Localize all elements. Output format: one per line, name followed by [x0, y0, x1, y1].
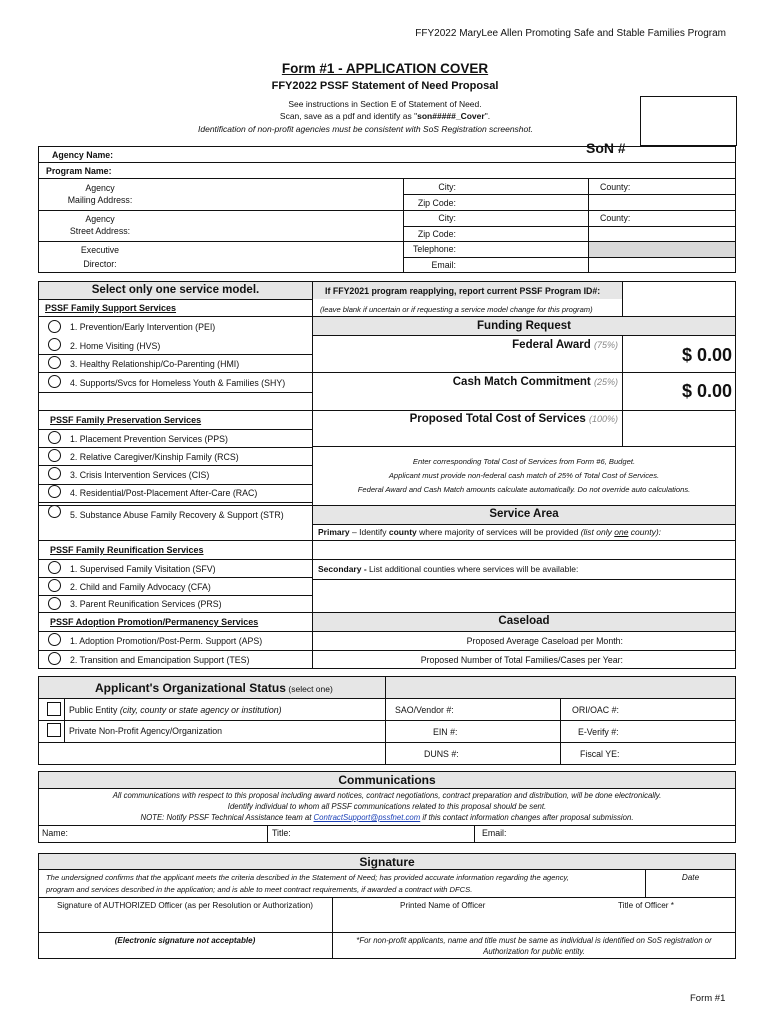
secondary-counties-field[interactable]: [314, 580, 734, 611]
printed-name-label: Printed Name of Officer: [400, 901, 486, 910]
printed-name-field[interactable]: [335, 912, 535, 931]
checkbox-public-entity[interactable]: [47, 702, 61, 716]
signature-heading: Signature: [359, 855, 415, 869]
service-prs-label: 3. Parent Reunification Services (PRS): [70, 599, 222, 609]
service-rcs-label: 2. Relative Caregiver/Kinship Family (RCS): [70, 452, 239, 462]
authorized-signature-field[interactable]: [40, 912, 330, 931]
fiscal-ye-label: Fiscal YE:: [580, 749, 620, 759]
radio-cfa[interactable]: [48, 579, 61, 592]
service-cfa-label: 2. Child and Family Advocacy (CFA): [70, 582, 211, 592]
service-rac-label: 4. Residential/Post-Placement After-Care (RAC): [70, 488, 258, 498]
adoption-heading: PSSF Adoption Promotion/Permanency Services: [50, 617, 259, 627]
avg-caseload-label: Proposed Average Caseload per Month:: [466, 636, 623, 646]
signature-text-1: The undersigned confirms that the applicant meets the criteria described in the Statement of Need; has provided accurate information regarding the agency,: [46, 873, 569, 882]
funding-note-1: Enter corresponding Total Cost of Services from Form #6, Budget.: [412, 457, 636, 466]
total-cost-field[interactable]: [624, 412, 734, 444]
executive-director-label: Executive Director:: [80, 245, 120, 269]
primary-county-label: Primary – Identify county where majority of services will be provided (list only one county):: [318, 527, 662, 537]
reunification-heading: PSSF Family Reunification Services: [50, 545, 204, 555]
org-status-heading: Applicant's Organizational Status (select one): [95, 681, 333, 695]
program-header: FFY2022 MaryLee Allen Promoting Safe and Stable Families Program: [415, 28, 726, 39]
service-pei-label: 1. Prevention/Early Intervention (PEI): [70, 322, 216, 332]
form-title: Form #1 - APPLICATION COVER: [281, 61, 489, 76]
officer-title-field[interactable]: [540, 912, 734, 931]
radio-str[interactable]: [48, 505, 61, 518]
service-str-label: 5. Substance Abuse Family Recovery & Support (STR): [70, 510, 284, 520]
ein-label: EIN #:: [433, 727, 458, 737]
service-hmi-label: 3. Healthy Relationship/Co-Parenting (HMI): [70, 359, 240, 369]
avg-caseload-field[interactable]: [626, 633, 734, 649]
checkbox-private-nonprofit[interactable]: [47, 723, 61, 737]
son-input[interactable]: [640, 96, 737, 146]
signature-text-2: program and services described in the application; and is able to meet contract requirements, if awarded a contract with DFCS.: [46, 885, 473, 894]
form-subtitle: FFY2022 PSSF Statement of Need Proposal: [271, 80, 499, 92]
cash-match-value: $ 0.00: [681, 381, 732, 401]
radio-cis[interactable]: [48, 467, 61, 480]
support-services-heading: PSSF Family Support Services: [45, 303, 177, 313]
ori-oac-label: ORI/OAC #:: [572, 705, 619, 715]
funding-note-2: Applicant must provide non-federal cash match of 25% of Total Cost of Services.: [388, 471, 660, 480]
private-nonprofit-label: Private Non-Profit Agency/Organization: [69, 726, 223, 736]
service-hvs-label: 2. Home Visiting (HVS): [70, 341, 161, 351]
county-label: County:: [600, 182, 631, 192]
contact-name-field[interactable]: [72, 826, 265, 842]
service-shy-label: 4. Supports/Svcs for Homeless Youth & Families (SHY): [70, 378, 286, 388]
email-label: Email:: [431, 260, 456, 270]
communications-line-2: Identify individual to whom all PSSF communications related to this proposal should be sent.: [227, 802, 547, 811]
radio-prs[interactable]: [48, 597, 61, 610]
mailing-address-label: Agency Mailing Address:: [67, 183, 133, 205]
select-service-heading: Select only one service model.: [91, 284, 260, 296]
duns-label: DUNS #:: [424, 749, 459, 759]
reapply-note: (leave blank if uncertain or if requesting a service model change for this program): [320, 305, 593, 314]
service-area-heading: Service Area: [489, 508, 559, 520]
contract-support-link[interactable]: ContractSupport@pssfnet.com: [313, 813, 421, 822]
mailing-address-field[interactable]: [165, 180, 400, 208]
public-entity-label: Public Entity (city, county or state agency or institution): [69, 705, 282, 715]
officer-title-label: Title of Officer *: [618, 901, 674, 910]
radio-rcs[interactable]: [48, 449, 61, 462]
program-name-label: Program Name:: [46, 166, 112, 176]
radio-aps[interactable]: [48, 633, 61, 646]
signature-footnote-1: *For non-profit applicants, name and title must be same as individual is identified on SoS registration or: [356, 936, 712, 945]
program-name-field[interactable]: [130, 164, 730, 177]
primary-county-field[interactable]: [314, 541, 734, 558]
telephone-label: Telephone:: [412, 244, 456, 254]
instruction-1: See instructions in Section E of Statement of Need.: [288, 99, 482, 109]
authorized-signature-label: Signature of AUTHORIZED Officer (as per Resolution or Authorization): [56, 901, 314, 910]
communications-heading: Communications: [338, 773, 436, 787]
program-id-field[interactable]: [624, 283, 734, 314]
service-aps-label: 1. Adoption Promotion/Post-Perm. Support (APS): [70, 636, 263, 646]
radio-sfv[interactable]: [48, 561, 61, 574]
cash-match-label: Cash Match Commitment (25%): [452, 376, 618, 388]
zip-label: Zip Code:: [417, 198, 456, 208]
preservation-heading: PSSF Family Preservation Services: [50, 415, 202, 425]
city-label: City:: [438, 182, 456, 192]
zip-label-2: Zip Code:: [417, 229, 456, 239]
radio-hmi[interactable]: [48, 356, 61, 369]
communications-line-3: NOTE: Notify PSSF Technical Assistance team at ContractSupport@pssfnet.com if this contact information changes after proposal submission.: [140, 813, 634, 822]
federal-award-label: Federal Award (75%): [512, 339, 618, 351]
signature-footnote-2: Authorization for public entity.: [483, 947, 585, 956]
radio-rac[interactable]: [48, 485, 61, 498]
federal-award-value: $ 0.00: [681, 345, 732, 365]
contact-email-field[interactable]: [512, 826, 734, 842]
date-field[interactable]: [647, 882, 734, 896]
service-tes-label: 2. Transition and Emancipation Support (TES): [70, 655, 250, 665]
sao-vendor-label: SAO/Vendor #:: [395, 705, 454, 715]
electronic-signature-note: (Electronic signature not acceptable): [114, 936, 256, 945]
street-address-label: Agency Street Address:: [69, 214, 131, 236]
contact-title-label: Title:: [272, 828, 291, 838]
service-cis-label: 3. Crisis Intervention Services (CIS): [70, 470, 210, 480]
instruction-2: Scan, save as a pdf and identify as "son#####_Cover".: [279, 111, 491, 121]
communications-line-1: All communications with respect to this proposal including award notices, contract negotiations, contract preparation and distribution, will be done electronically.: [112, 791, 662, 800]
agency-name-label: Agency Name:: [52, 150, 114, 160]
instruction-3: Identification of non-profit agencies must be consistent with SoS Registration screenshot.: [198, 124, 533, 134]
funding-note-3: Federal Award and Cash Match amounts calculate automatically. Do not override auto calculations.: [357, 485, 691, 494]
total-cases-label: Proposed Number of Total Families/Cases per Year:: [420, 655, 623, 665]
contact-title-field[interactable]: [297, 826, 472, 842]
radio-hvs[interactable]: [48, 338, 61, 351]
contact-email-label: Email:: [482, 828, 507, 838]
service-pps-label: 1. Placement Prevention Services (PPS): [70, 434, 228, 444]
everify-label: E-Verify #:: [578, 727, 619, 737]
reapply-label: If FFY2021 program reapplying, report current PSSF Program ID#:: [325, 286, 601, 296]
total-cost-label: Proposed Total Cost of Services (100%): [409, 413, 618, 425]
agency-name-field[interactable]: [130, 148, 730, 161]
radio-shy[interactable]: [48, 375, 61, 388]
radio-pei[interactable]: [48, 320, 61, 333]
total-cases-field[interactable]: [626, 652, 734, 668]
funding-request-heading: Funding Request: [477, 320, 571, 332]
county-label-2: County:: [600, 213, 631, 223]
son-label: SoN #: [586, 140, 626, 156]
caseload-heading: Caseload: [498, 615, 550, 627]
page-footer: Form #1: [690, 993, 726, 1004]
secondary-counties-label: Secondary - List additional counties where services will be available:: [318, 564, 579, 574]
contact-name-label: Name:: [42, 828, 68, 838]
radio-tes[interactable]: [48, 652, 61, 665]
service-sfv-label: 1. Supervised Family Visitation (SFV): [70, 564, 216, 574]
executive-director-field[interactable]: [165, 243, 400, 271]
city-label-2: City:: [438, 213, 456, 223]
radio-pps[interactable]: [48, 431, 61, 444]
date-label: Date: [681, 873, 700, 882]
street-address-field[interactable]: [165, 212, 400, 240]
